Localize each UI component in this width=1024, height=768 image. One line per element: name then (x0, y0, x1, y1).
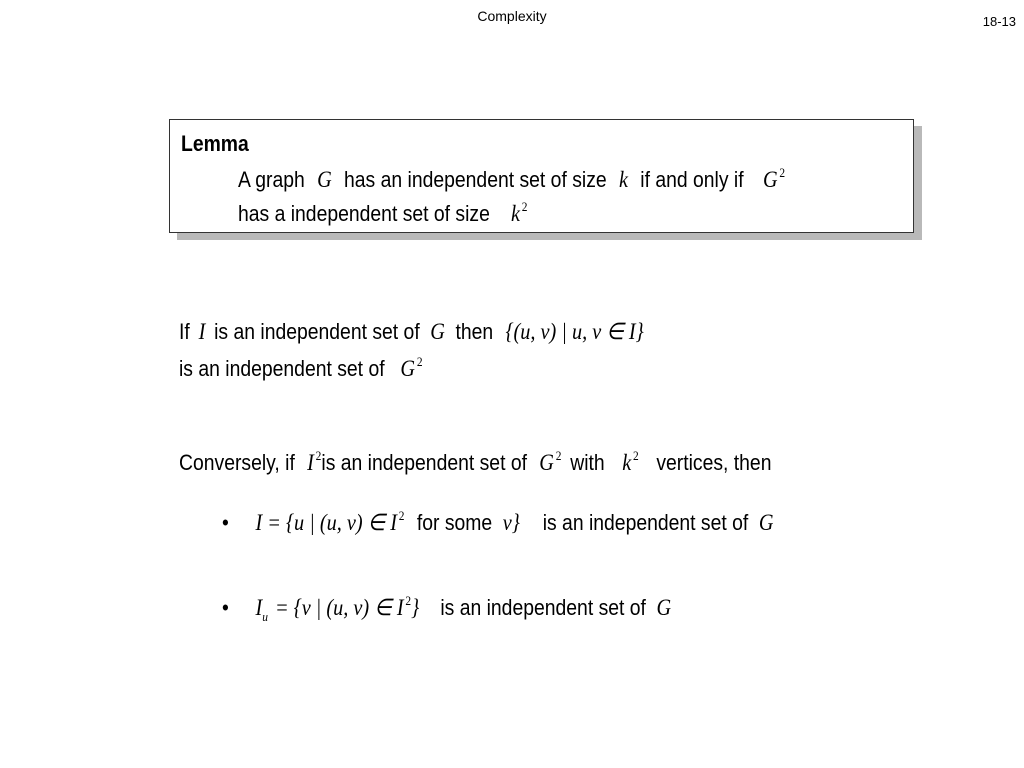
math-symbol-G: G (317, 167, 332, 192)
lemma-text: has an independent set of size (344, 167, 607, 192)
body-text: If (179, 319, 190, 344)
math-subscript: u (262, 609, 268, 624)
math-symbol-I: I (307, 450, 314, 475)
bullet-marker: • (222, 510, 229, 535)
math-superscript: 2 (315, 448, 322, 463)
statement-if-line-1 (179, 319, 644, 345)
body-text: for some (416, 510, 493, 535)
lemma-statement-line-2 (238, 199, 527, 227)
body-text: with (570, 450, 605, 475)
statement-conversely (179, 448, 771, 476)
math-symbol-G: G (539, 450, 554, 475)
math-set-expression: I = {u | (u, v) ∈ I (255, 510, 398, 535)
math-superscript: 2 (779, 165, 786, 180)
body-text: Conversely, if (179, 450, 295, 475)
lemma-text: has a independent set of size (238, 201, 490, 226)
math-symbol-G: G (762, 167, 778, 192)
math-symbol-k: k (510, 201, 520, 226)
page-number: 18-13 (982, 14, 1016, 29)
math-superscript: 2 (632, 448, 639, 463)
body-text: is an independent set of (179, 356, 385, 381)
math-symbol-G: G (656, 595, 672, 620)
math-symbol-v: v} (502, 510, 520, 535)
bullet-item-2 (222, 593, 671, 625)
math-brace: } (411, 595, 420, 620)
body-text: is an independent set of (542, 510, 749, 535)
lemma-text: if and only if (640, 167, 744, 192)
math-superscript: 2 (521, 199, 528, 214)
math-symbol-G: G (430, 319, 445, 344)
bullet-item-1 (222, 508, 773, 536)
math-superscript: 2 (555, 448, 562, 463)
statement-if-line-2 (179, 354, 423, 382)
math-set-expression: {(u, v) | u, v ∈ I} (505, 319, 644, 344)
math-symbol-k: k (618, 167, 628, 192)
bullet-marker: • (222, 595, 229, 620)
body-text: then (455, 319, 494, 344)
math-superscript: 2 (405, 593, 412, 608)
body-text: is an independent set of (214, 319, 420, 344)
math-symbol-k: k (622, 450, 632, 475)
body-text: is an independent set of (440, 595, 646, 620)
lemma-text: A graph (238, 167, 305, 192)
math-superscript: 2 (416, 354, 423, 369)
math-symbol-I: I (255, 595, 263, 620)
lemma-statement-line-1 (238, 165, 785, 193)
math-symbol-G: G (758, 510, 774, 535)
math-symbol-I: I (198, 319, 206, 344)
math-symbol-G: G (400, 356, 416, 381)
body-text: vertices, then (656, 450, 772, 475)
lemma-box (169, 119, 914, 233)
body-text: is an independent set of (321, 450, 527, 475)
lemma-title: Lemma (181, 131, 249, 156)
header-title: Complexity (477, 8, 547, 24)
math-set-expression: = {v | (u, v) ∈ I (274, 595, 404, 620)
math-superscript: 2 (398, 508, 405, 523)
